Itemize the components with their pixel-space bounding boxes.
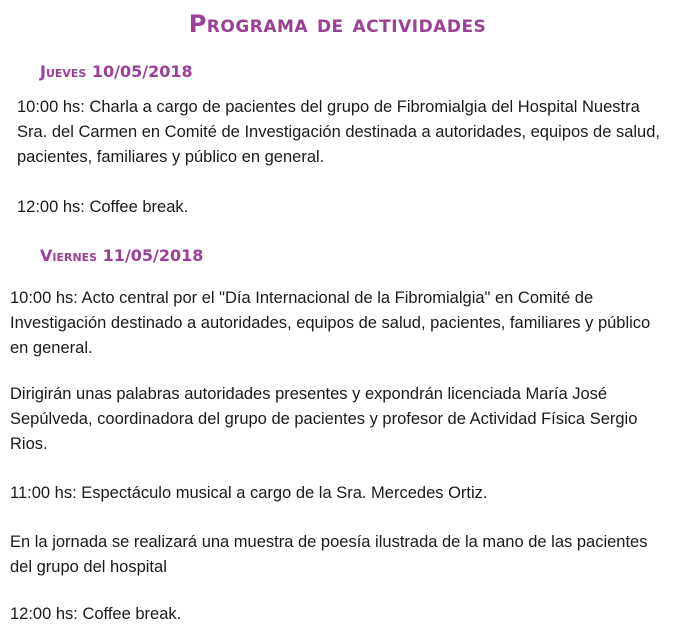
- activity-item: 11:00 hs: Espectáculo musical a cargo de la Sra. Mercedes Ortiz.: [10, 484, 488, 502]
- activity-item: 12:00 hs: Coffee break.: [17, 198, 189, 216]
- activity-item: 10:00 hs: Charla a cargo de pacientes del grupo de Fibromialgia del Hospital Nuestra Sra. del Carmen en Comité de Investigación destinada a autoridades, equipos de salud, pacientes, familiares y público en general.: [17, 98, 660, 166]
- day-heading-thursday: Jueves 10/05/2018: [40, 62, 193, 81]
- activity-item: Dirigirán unas palabras autoridades presentes y expondrán licenciada María José Sepúlveda, coordinadora del grupo de pacientes y profesor de Actividad Física Sergio Rios.: [10, 385, 638, 453]
- page-title: Programa de actividades: [188, 10, 487, 38]
- activity-item: 12:00 hs: Coffee break.: [10, 605, 182, 623]
- day-heading-friday: Viernes 11/05/2018: [40, 246, 204, 265]
- activity-item: En la jornada se realizará una muestra de poesía ilustrada de la mano de las pacientes del grupo del hospital: [10, 533, 648, 576]
- activity-item: 10:00 hs: Acto central por el "Día Internacional de la Fibromialgia" en Comité de Investigación destinado a autoridades, equipos de salud, pacientes, familiares y público en general.: [10, 289, 651, 357]
